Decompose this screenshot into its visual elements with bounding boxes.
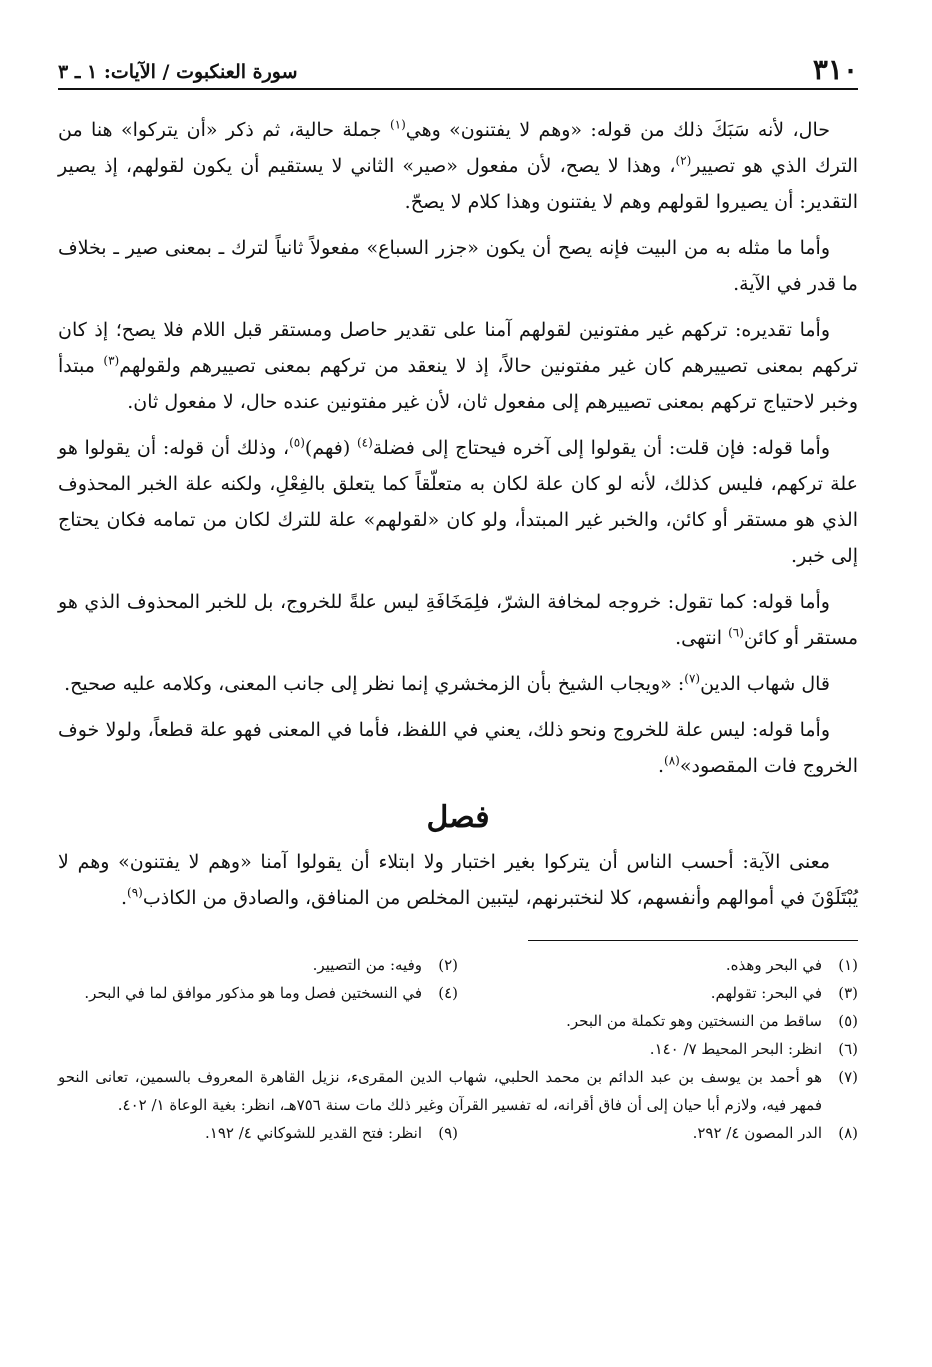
footnote-ref: (٩) bbox=[127, 885, 143, 900]
text-run: معنى الآية: أحسب الناس أن يتركوا بغير اختبار ولا ابتلاء أن يقولوا آمنا «وهم لا يفتنون» وهم لا يُبْتَلَوْنَ في أموالهم وأنفسهم، كلا لنختبرنهم، ليتبين المخلص من المنافق، والصادق من الكاذب bbox=[58, 851, 858, 909]
footnote-ref: (٥) bbox=[289, 435, 305, 450]
paragraph bbox=[58, 230, 858, 302]
text-run: . bbox=[657, 755, 665, 777]
footnote-8 bbox=[458, 1119, 858, 1147]
paragraph bbox=[58, 584, 858, 656]
footnote-2 bbox=[58, 951, 458, 979]
text-run: قال شهاب الدين bbox=[700, 673, 830, 695]
footnote-number: (٥) bbox=[838, 1012, 858, 1030]
text-run: وأما ما مثله به من البيت فإنه يصح أن يكون «جزر السباع» مفعولاً ثانياً لترك ـ بمعنى صير ـ بخلاف ما قدر في الآية. bbox=[58, 237, 858, 295]
footnote-7 bbox=[58, 1063, 858, 1119]
footnote-rule bbox=[528, 940, 858, 941]
main-text bbox=[58, 112, 858, 916]
running-title: سورة العنكبوت / الآيات: ١ ـ ٣ bbox=[58, 61, 298, 83]
footnote-text: انظر: فتح القدير للشوكاني ٤/ ١٩٢. bbox=[205, 1124, 422, 1142]
footnote-ref: (٨) bbox=[664, 753, 680, 768]
text-run: وأما قوله: فإن قلت: أن يقولوا إلى آخره فيحتاج إلى فضلة bbox=[372, 437, 830, 459]
text-run: وأما تقديره: تركهم غير مفتونين لقولهم آمنا على تقدير حاصل ومستقر قبل اللام فلا يصح؛ إذ كان تركهم بمعنى تصييرهم كان غير مفتونين حالاً، إذ لا ينعقد من تركهم بمعنى تصييرهم ولقولهم bbox=[58, 319, 859, 377]
text-run: وأما قوله: كما تقول: خروجه لمخافة الشرّ، فلِمَخَافَةِ ليس علةً للخروج، بل للخبر المحذوف الذي هو مستقر أو كائن bbox=[58, 591, 858, 649]
book-page bbox=[58, 44, 858, 1147]
text-run: (فهم) bbox=[304, 437, 357, 459]
text-run: انتهى. bbox=[675, 627, 729, 649]
text-run: ، وهذا لا يصح، لأن مفعول «صير» الثاني لا يستقيم أن يكون لقولهم، إذ يصير التقدير: أن يصيروا لقولهم وهم لا يفتنون وهذا كلام لا يصحّ. bbox=[58, 155, 858, 213]
footnote-text: انظر: البحر المحيط ٧/ ١٤٠. bbox=[649, 1040, 822, 1058]
footnote-ref: (٧) bbox=[684, 671, 701, 686]
paragraph bbox=[58, 112, 858, 220]
footnote-row bbox=[58, 951, 858, 979]
section-title: فصل bbox=[426, 800, 490, 835]
paragraph bbox=[58, 430, 858, 574]
footnote-number: (٩) bbox=[438, 1124, 458, 1142]
footnote-number: (٧) bbox=[838, 1068, 858, 1086]
page-number: ٣١٠ bbox=[812, 53, 858, 86]
footnote-number: (٤) bbox=[438, 984, 458, 1002]
footnote-number: (٦) bbox=[838, 1040, 858, 1058]
footnote-1 bbox=[458, 951, 858, 979]
footnote-number: (١) bbox=[838, 956, 858, 974]
footnote-ref: (١) bbox=[389, 117, 406, 132]
footnote-text: في البحر وهذه. bbox=[725, 956, 822, 974]
footnote-row bbox=[58, 979, 858, 1007]
footnote-number: (٣) bbox=[838, 984, 858, 1002]
paragraph bbox=[58, 312, 858, 420]
footnote-ref: (٣) bbox=[103, 353, 120, 368]
footnote-5 bbox=[58, 1007, 858, 1035]
footnotes bbox=[58, 951, 858, 1147]
page-header bbox=[58, 44, 858, 90]
footnote-ref: (٢) bbox=[675, 153, 692, 168]
footnote-ref: (٦) bbox=[728, 625, 744, 640]
section-paragraph bbox=[58, 844, 858, 916]
footnote-3 bbox=[458, 979, 858, 1007]
footnote-6 bbox=[58, 1035, 858, 1063]
footnote-text: ساقط من النسختين وهو تكملة من البحر. bbox=[566, 1012, 822, 1030]
text-run: ، وذلك أن قوله: أن يقولوا هو علة تركهم، فليس كذلك، لأنه لو كان علة لكان به متعلّقاً كما يتعلق بالفِعْلِ، ولكنه علة الخبر المحذوف الذي هو مستقر أو كائن، والخبر غير المبتدأ، ولو كان «لقولهم» علة للترك لكان من تمامه فكان يحتاج إلى خبر. bbox=[58, 437, 858, 567]
footnote-ref: (٤) bbox=[356, 435, 373, 450]
footnote-text: هو أحمد بن يوسف بن عبد الدائم بن محمد الحلبي، شهاب الدين المقرىء، نزيل القاهرة المعروف بالسمين، تعانى النحو فمهر فيه، ولازم أبا حيان إلى أن فاق أقرانه، له تفسير القرآن وغير ذلك مات سنة ٧٥٦هـ، انظر: بغية الوعاة ١/ ٤٠٢. bbox=[58, 1068, 822, 1114]
text-run: : «ويجاب الشيخ بأن الزمخشري إنما نظر إلى جانب المعنى، وكلامه عليه صحيح. bbox=[64, 673, 685, 695]
paragraph bbox=[58, 712, 858, 784]
text-run: مبتدأ وخبر لاحتياج تركهم بمعنى تصييرهم إلى مفعول ثان، لأن غير مفتونين عنده حال، لا مفعول ثان. bbox=[58, 355, 858, 413]
footnote-row bbox=[58, 1119, 858, 1147]
footnote-text: وفيه: من التصيير. bbox=[312, 956, 422, 974]
text-run: جملة حالية، ثم ذكر «أن يتركوا» هنا من الترك الذي هو تصيير bbox=[58, 119, 858, 177]
footnote-text: في النسختين فصل وما هو مذكور موافق لما في البحر. bbox=[84, 984, 422, 1002]
footnote-9 bbox=[58, 1119, 458, 1147]
footnote-number: (٨) bbox=[838, 1124, 858, 1142]
footnote-number: (٢) bbox=[438, 956, 458, 974]
footnote-text: الدر المصون ٤/ ٢٩٢. bbox=[692, 1124, 822, 1142]
text-run: وأما قوله: ليس علة للخروج ونحو ذلك، يعني في اللفظ، فأما في المعنى فهو علة قطعاً، ولولا خوف الخروج فات المقصود» bbox=[58, 719, 858, 777]
footnote-4 bbox=[58, 979, 458, 1007]
paragraph bbox=[58, 666, 858, 702]
text-run: . bbox=[120, 887, 128, 909]
footnote-text: في البحر: تقولهم. bbox=[710, 984, 822, 1002]
text-run: حال، لأنه سَبَكَ ذلك من قوله: «وهم لا يفتنون» وهي bbox=[405, 119, 830, 141]
